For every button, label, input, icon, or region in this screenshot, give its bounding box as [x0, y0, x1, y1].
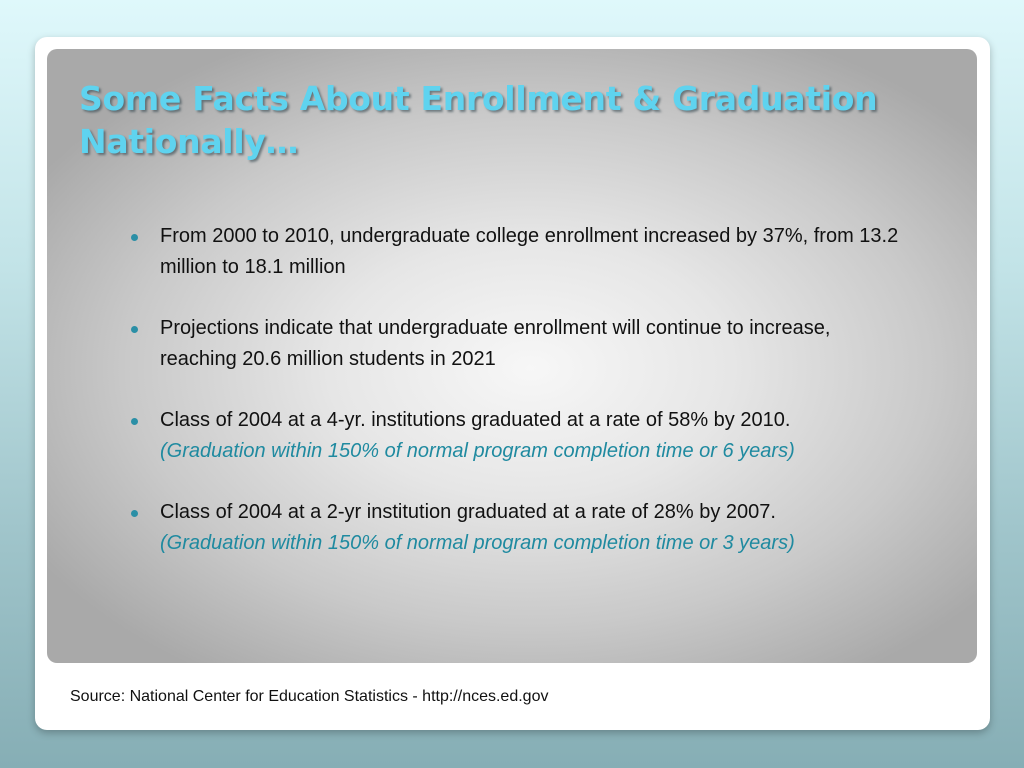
bullet-dot-icon: [131, 510, 138, 517]
bullet-text: From 2000 to 2010, undergraduate college enrollment increased by 37%, from 13.2 million to 18.1 million: [160, 225, 899, 278]
source-citation: Source: National Center for Education Statistics - http://nces.ed.gov: [70, 688, 549, 705]
slide-title-line-1: Some Facts About Enrollment & Graduation: [79, 79, 878, 118]
slide-title: [79, 77, 959, 163]
bullet-dot-icon: [131, 234, 138, 241]
bullet-item-2yr-graduation: [131, 497, 901, 559]
slide-card: [35, 37, 990, 730]
bullet-note: (Graduation within 150% of normal program completion time or 6 years): [160, 440, 795, 462]
bullet-dot-icon: [131, 326, 138, 333]
bullet-text: Class of 2004 at a 4-yr. institutions graduated at a rate of 58% by 2010.: [160, 409, 791, 431]
bullet-item-enrollment-projection: [131, 313, 901, 375]
bullet-item-enrollment-growth: [131, 221, 901, 283]
bullet-item-4yr-graduation: [131, 405, 901, 467]
content-panel: [47, 49, 977, 663]
bullet-text: Class of 2004 at a 2-yr institution graduated at a rate of 28% by 2007.: [160, 501, 776, 523]
bullet-dot-icon: [131, 418, 138, 425]
bullet-list: [131, 221, 901, 589]
bullet-text: Projections indicate that undergraduate enrollment will continue to increase, reaching 20.6 million students in 2021: [160, 317, 831, 370]
bullet-note: (Graduation within 150% of normal program completion time or 3 years): [160, 532, 795, 554]
slide-title-line-2: Nationally…: [79, 122, 299, 161]
